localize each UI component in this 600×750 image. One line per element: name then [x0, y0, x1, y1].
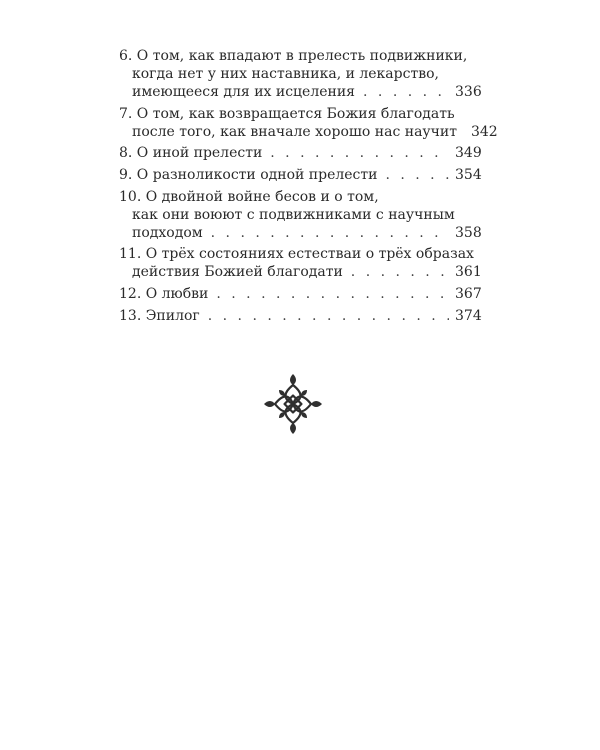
toc-entry-title-line: 13. Эпилог: [119, 307, 200, 324]
dot-leader: [216, 285, 449, 303]
dot-leader: [363, 83, 449, 101]
toc-entry-title-line: имеющееся для их исцеления: [132, 84, 356, 100]
toc-entry-title-line: 10. О двойной войне бесов и о том,: [119, 188, 379, 205]
dot-leader: [351, 263, 449, 281]
dot-leader: [211, 224, 449, 242]
toc-page-number: 336: [455, 84, 482, 100]
toc-entry-title-line: когда нет у них наставника, и лекарство,: [132, 66, 439, 82]
dot-leader: [270, 144, 449, 162]
toc-entry-title-line: 12. О любви: [119, 286, 209, 303]
toc-entry-title-line: 9. О разноликости одной прелести: [119, 167, 378, 184]
toc-page-number: 349: [455, 145, 482, 162]
toc-page-number: 367: [455, 286, 482, 303]
toc-entry-title-line: действия Божией благодати: [132, 264, 343, 281]
toc-entry-9[interactable]: [119, 166, 482, 184]
toc-entry-title-line: после того, как вначале хорошо нас научит: [132, 123, 457, 140]
toc-entry-title-line: 7. О том, как возвращается Божия благодать: [119, 105, 455, 122]
toc-entry-title-line: 6. О том, как впадают в прелесть подвижники,: [119, 48, 468, 64]
table-of-contents: [119, 47, 498, 329]
toc-entry-title-line: как они воюют с подвижниками с научным: [132, 206, 455, 223]
ornament-graphic: [263, 373, 323, 435]
toc-page-number: 361: [455, 264, 482, 281]
toc-entry-12[interactable]: [119, 285, 482, 303]
toc-entry-6[interactable]: [119, 47, 482, 101]
toc-entry-title-line: 11. О трёх состояниях естестваи о трёх образах: [119, 246, 474, 263]
dot-leader: [208, 307, 449, 325]
toc-page-number: 342: [470, 123, 498, 140]
toc-page-number: 354: [455, 167, 482, 184]
toc-entry-7[interactable]: [119, 105, 498, 141]
toc-entry-11[interactable]: [119, 245, 482, 281]
toc-entry-10[interactable]: [119, 188, 482, 242]
toc-entry-title-line: 8. О иной прелести: [119, 145, 263, 162]
dot-leader: [385, 166, 449, 184]
toc-page-number: 374: [455, 307, 482, 324]
celtic-knot-ornament-icon: [263, 373, 323, 435]
toc-page-number: 358: [455, 224, 482, 241]
toc-entry-13[interactable]: [119, 307, 482, 325]
toc-entry-title-line: подходом: [132, 224, 203, 241]
toc-entry-8[interactable]: [119, 144, 482, 162]
